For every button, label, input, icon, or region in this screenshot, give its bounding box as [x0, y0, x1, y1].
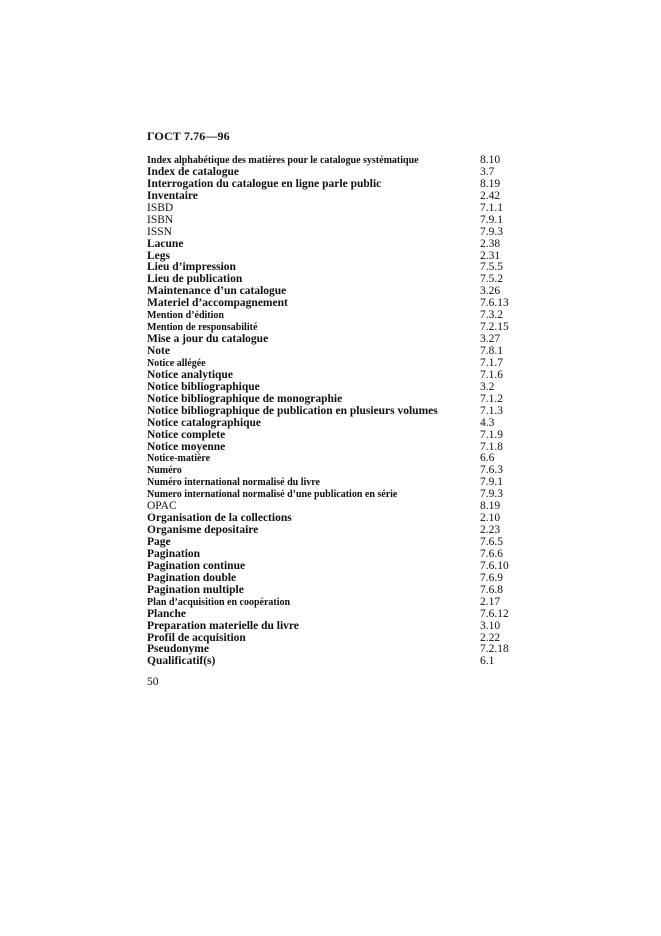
index-entry: [147, 274, 527, 286]
index-term: Mise a jour du catalogue: [147, 334, 269, 346]
index-entry: [147, 644, 527, 656]
index-term: Preparation materielle du livre: [147, 620, 299, 632]
index-reference: 7.6.10: [480, 559, 509, 572]
index-entry: [147, 179, 527, 191]
index-reference: 7.5.2: [480, 273, 503, 286]
index-term: Mention d’édition: [147, 310, 224, 322]
index-entry: [147, 262, 527, 274]
index-reference: 3.2: [480, 380, 495, 393]
index-reference: 2.22: [480, 631, 501, 644]
index-reference: 7.1.7: [480, 356, 503, 369]
index-term: Notice moyenne: [147, 441, 226, 453]
index-term: Notice allégée: [147, 357, 206, 369]
index-reference: 7.9.1: [480, 213, 503, 226]
index-term: Qualificatif(s): [147, 656, 216, 668]
index-term: Notice complete: [147, 429, 226, 441]
index-term: Lacune: [147, 238, 184, 250]
index-entry: [147, 513, 527, 525]
index-reference: 7.6.9: [480, 571, 503, 584]
index-reference: 7.6.3: [480, 464, 503, 477]
index-reference: 2.31: [480, 249, 501, 262]
index-entry: [147, 597, 527, 609]
index-reference: 2.38: [480, 237, 501, 250]
index-reference: 7.9.3: [480, 488, 503, 501]
index-term: Organisme depositaire: [147, 525, 259, 537]
index-entry: [147, 549, 527, 561]
index-term: Notice bibliographique: [147, 381, 260, 393]
index-entry: [147, 537, 527, 549]
index-entry: [147, 453, 527, 465]
index-reference: 8.19: [480, 500, 501, 513]
index-term: Index alphabétique des matières pour le catalogue systématique: [147, 155, 419, 166]
term-index-list: [147, 155, 527, 668]
index-reference: 7.1.2: [480, 392, 503, 405]
index-entry: [147, 167, 527, 179]
index-reference: 4.3: [480, 416, 495, 429]
index-term: Pagination continue: [147, 560, 246, 572]
index-reference: 7.3.2: [480, 309, 503, 322]
index-entry: [147, 477, 527, 489]
index-term: Materiel d’accompagnement: [147, 298, 288, 310]
index-reference: 7.6.6: [480, 547, 503, 560]
index-term: Inventaire: [147, 190, 198, 202]
index-term: Note: [147, 346, 170, 357]
index-entry: [147, 155, 527, 167]
index-entry: [147, 465, 527, 477]
index-reference: 6.6: [480, 452, 495, 465]
index-term: ISSN: [147, 226, 172, 238]
index-reference: 3.7: [480, 165, 495, 178]
index-reference: 7.8.1: [480, 345, 503, 357]
index-reference: 3.27: [480, 333, 501, 346]
index-term: Organisation de la collections: [147, 513, 292, 525]
index-entry: [147, 382, 527, 394]
index-term: Pagination multiple: [147, 584, 244, 596]
index-term: Lieu d’impression: [147, 262, 236, 274]
index-entry: [147, 656, 527, 668]
index-reference: 6.1: [480, 655, 495, 668]
index-term: Numéro: [147, 465, 182, 477]
index-term: Notice-matière: [147, 453, 211, 465]
index-entry: [147, 525, 527, 537]
index-entry: [147, 215, 527, 227]
index-entry: [147, 633, 527, 645]
index-term: Maintenance d’un catalogue: [147, 286, 287, 298]
index-reference: 2.17: [480, 595, 501, 608]
index-reference: 2.23: [480, 524, 501, 537]
index-entry: [147, 418, 527, 430]
index-entry: [147, 406, 527, 418]
index-term: Numero international normalisé d’une publication en série: [147, 489, 398, 501]
index-term: Pagination: [147, 548, 201, 560]
standard-header: ГОСТ 7.76—96: [147, 129, 230, 143]
index-term: Notice analytique: [147, 369, 233, 381]
index-term: Page: [147, 537, 171, 548]
index-reference: 8.19: [480, 177, 501, 190]
index-reference: 7.2.15: [480, 321, 509, 334]
index-term: OPAC: [147, 501, 177, 513]
index-entry: [147, 310, 527, 322]
index-entry: [147, 585, 527, 597]
index-entry: [147, 286, 527, 298]
page-number: 50: [147, 676, 159, 688]
index-reference: 7.1.8: [480, 440, 503, 453]
index-reference: 3.10: [480, 619, 501, 632]
index-term: Index de catalogue: [147, 166, 239, 178]
index-reference: 7.6.5: [480, 536, 503, 548]
index-reference: 7.9.1: [480, 476, 503, 489]
index-reference: 7.6.8: [480, 583, 503, 596]
index-reference: 2.10: [480, 512, 501, 525]
index-reference: 7.1.9: [480, 428, 503, 441]
index-entry: [147, 322, 527, 334]
index-entry: [147, 573, 527, 585]
index-reference: 7.6.13: [480, 297, 509, 310]
index-term: Legs: [147, 250, 170, 262]
index-entry: [147, 239, 527, 251]
index-term: ISBD: [147, 202, 174, 214]
index-entry: [147, 298, 527, 310]
index-reference: 3.26: [480, 285, 501, 298]
index-entry: [147, 394, 527, 406]
index-entry: [147, 334, 527, 346]
index-term: Notice bibliographique de monographie: [147, 393, 343, 405]
index-entry: [147, 191, 527, 203]
index-term: Plan d’acquisition en coopération: [147, 596, 291, 608]
index-entry: [147, 501, 527, 513]
index-reference: 7.9.3: [480, 225, 503, 238]
index-term: Mention de responsabilité: [147, 322, 258, 334]
index-reference: 7.1.1: [480, 201, 503, 214]
index-reference: 7.6.12: [480, 607, 509, 620]
index-entry: [147, 561, 527, 573]
index-reference: 7.1.6: [480, 368, 503, 381]
index-entry: [147, 203, 527, 215]
index-term: Numéro international normalisé du livre: [147, 477, 320, 489]
index-reference: 7.5.5: [480, 261, 503, 274]
index-entry: [147, 430, 527, 442]
index-term: Notice bibliographique de publication en plusieurs volumes: [147, 405, 438, 417]
index-term: Interrogation du catalogue en ligne parle public: [147, 178, 382, 190]
index-entry: [147, 251, 527, 263]
index-entry: [147, 346, 527, 358]
index-reference: 7.2.18: [480, 643, 509, 656]
index-entry: [147, 442, 527, 454]
index-reference: 7.1.3: [480, 404, 503, 417]
index-term: ISBN: [147, 214, 174, 226]
index-term: Planche: [147, 608, 186, 620]
index-reference: 8.10: [480, 154, 501, 166]
index-term: Profil de acquisition: [147, 632, 246, 644]
index-entry: [147, 489, 527, 501]
index-entry: [147, 358, 527, 370]
index-term: Notice catalographique: [147, 417, 262, 429]
index-term: Lieu de publication: [147, 274, 243, 286]
index-entry: [147, 621, 527, 633]
index-entry: [147, 227, 527, 239]
index-term: Pseudonyme: [147, 644, 209, 656]
index-entry: [147, 370, 527, 382]
index-entry: [147, 609, 527, 621]
index-reference: 2.42: [480, 189, 501, 202]
index-term: Pagination double: [147, 572, 237, 584]
